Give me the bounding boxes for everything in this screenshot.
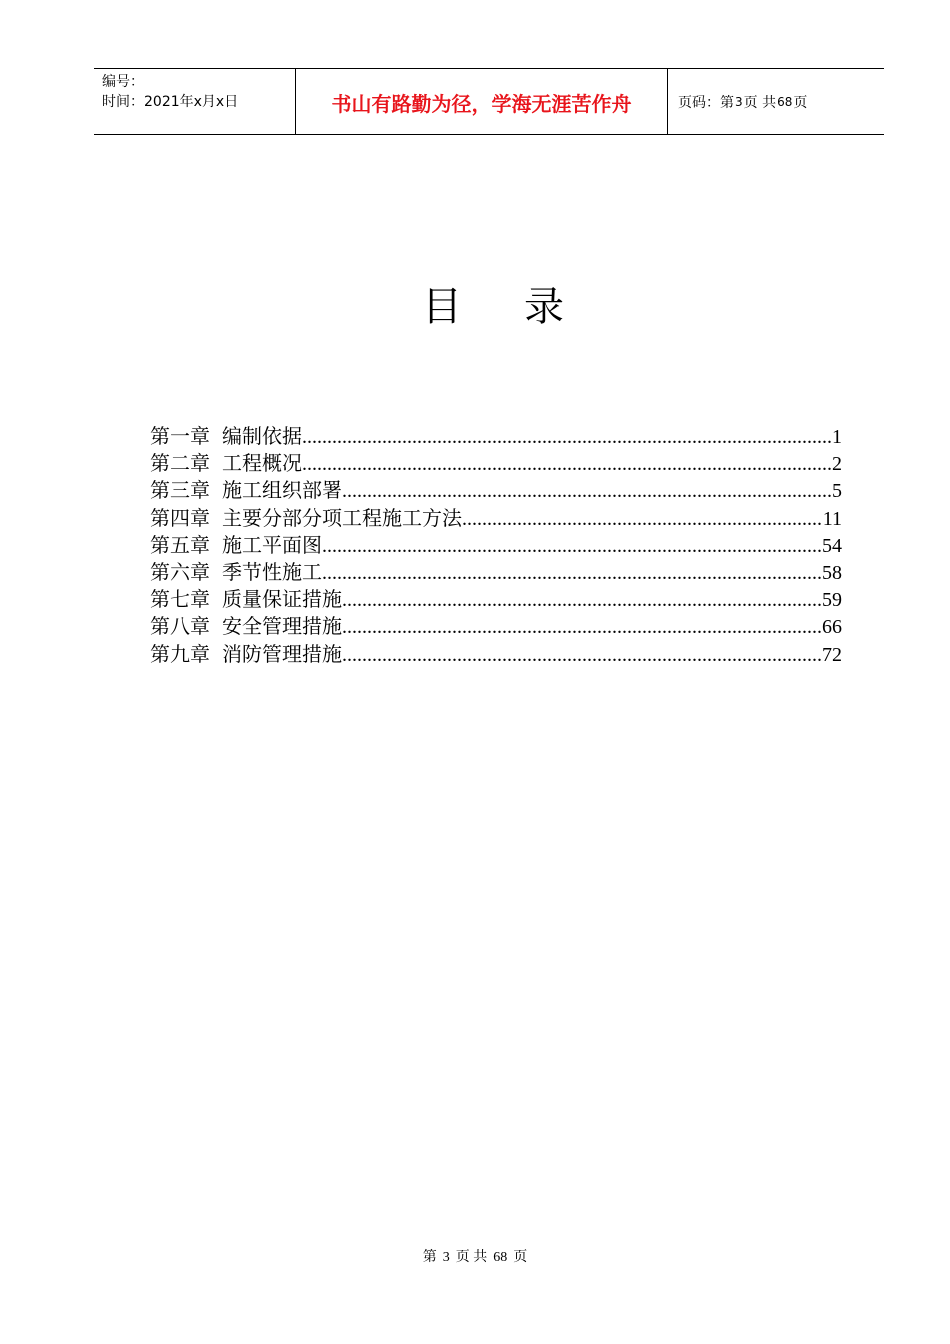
toc-chapter: 第二章	[150, 453, 210, 476]
toc-leader	[302, 424, 832, 451]
toc-leader	[322, 560, 822, 587]
toc-heading-left: 目	[422, 284, 462, 330]
toc-leader	[462, 506, 823, 533]
toc-chapter: 第八章	[150, 616, 210, 639]
toc-entry[interactable]	[150, 614, 842, 641]
footer-mid: 页 共	[455, 1250, 488, 1265]
header-motto: 书山有路勤为径，学海无涯苦作舟	[295, 69, 668, 134]
page-header	[94, 68, 884, 135]
footer-current-page: 3	[442, 1250, 450, 1265]
toc-title: 主要分部分项工程施工方法	[222, 507, 462, 530]
header-page-mid: 页 共	[743, 94, 777, 111]
toc-page-number: 66	[822, 616, 842, 639]
toc-entry[interactable]	[150, 478, 842, 505]
toc-chapter: 第三章	[150, 480, 210, 503]
toc-title: 季节性施工	[222, 561, 322, 584]
header-page-prefix: 页码：第	[678, 94, 734, 111]
toc-leader	[342, 614, 822, 641]
toc-page-number: 2	[832, 453, 842, 476]
toc-leader	[342, 642, 822, 669]
toc-leader	[342, 587, 822, 614]
toc-entry[interactable]	[150, 642, 842, 669]
toc-heading-right: 录	[524, 284, 564, 330]
toc-entry[interactable]	[150, 451, 842, 478]
toc-page-number: 59	[822, 589, 842, 612]
toc-chapter: 第一章	[150, 426, 210, 448]
document-date: 时间：2021年x月x日	[102, 94, 239, 110]
header-page-info	[668, 69, 884, 134]
document-number-label: 编号：	[102, 74, 144, 90]
toc-title: 编制依据	[222, 426, 302, 448]
toc-chapter: 第六章	[150, 561, 210, 584]
toc-title: 工程概况	[222, 453, 302, 476]
footer-total-pages: 68	[493, 1250, 508, 1265]
toc-title: 施工组织部署	[222, 480, 342, 503]
toc-leader	[342, 478, 832, 505]
header-meta	[94, 69, 295, 134]
toc-page-number: 1	[832, 426, 842, 448]
toc-page-number: 54	[822, 534, 842, 557]
toc-title: 施工平面图	[222, 534, 322, 557]
toc-chapter: 第七章	[150, 589, 210, 612]
toc-chapter: 第四章	[150, 507, 210, 530]
header-page-total: 68	[777, 94, 793, 109]
toc-title: 消防管理措施	[222, 643, 342, 666]
toc-page-number: 58	[822, 561, 842, 584]
toc-title: 质量保证措施	[222, 589, 342, 612]
toc-entry[interactable]	[150, 587, 842, 614]
footer-suffix: 页	[513, 1250, 528, 1265]
toc-entry[interactable]	[150, 533, 842, 560]
toc-heading	[0, 282, 950, 332]
toc-leader	[302, 451, 832, 478]
page-footer	[0, 1246, 950, 1266]
toc-chapter: 第九章	[150, 643, 210, 666]
table-of-contents	[150, 424, 842, 669]
toc-page-number: 11	[822, 507, 842, 530]
toc-entry[interactable]	[150, 424, 842, 451]
toc-title: 安全管理措施	[222, 616, 342, 639]
toc-leader	[322, 533, 822, 560]
header-page-suffix: 页	[793, 94, 808, 111]
footer-prefix: 第	[422, 1250, 437, 1265]
toc-page-number: 72	[822, 643, 842, 666]
toc-entry[interactable]	[150, 506, 842, 533]
toc-chapter: 第五章	[150, 534, 210, 557]
header-page-current: 3	[735, 94, 743, 109]
toc-page-number: 5	[832, 480, 842, 503]
toc-entry[interactable]	[150, 560, 842, 587]
